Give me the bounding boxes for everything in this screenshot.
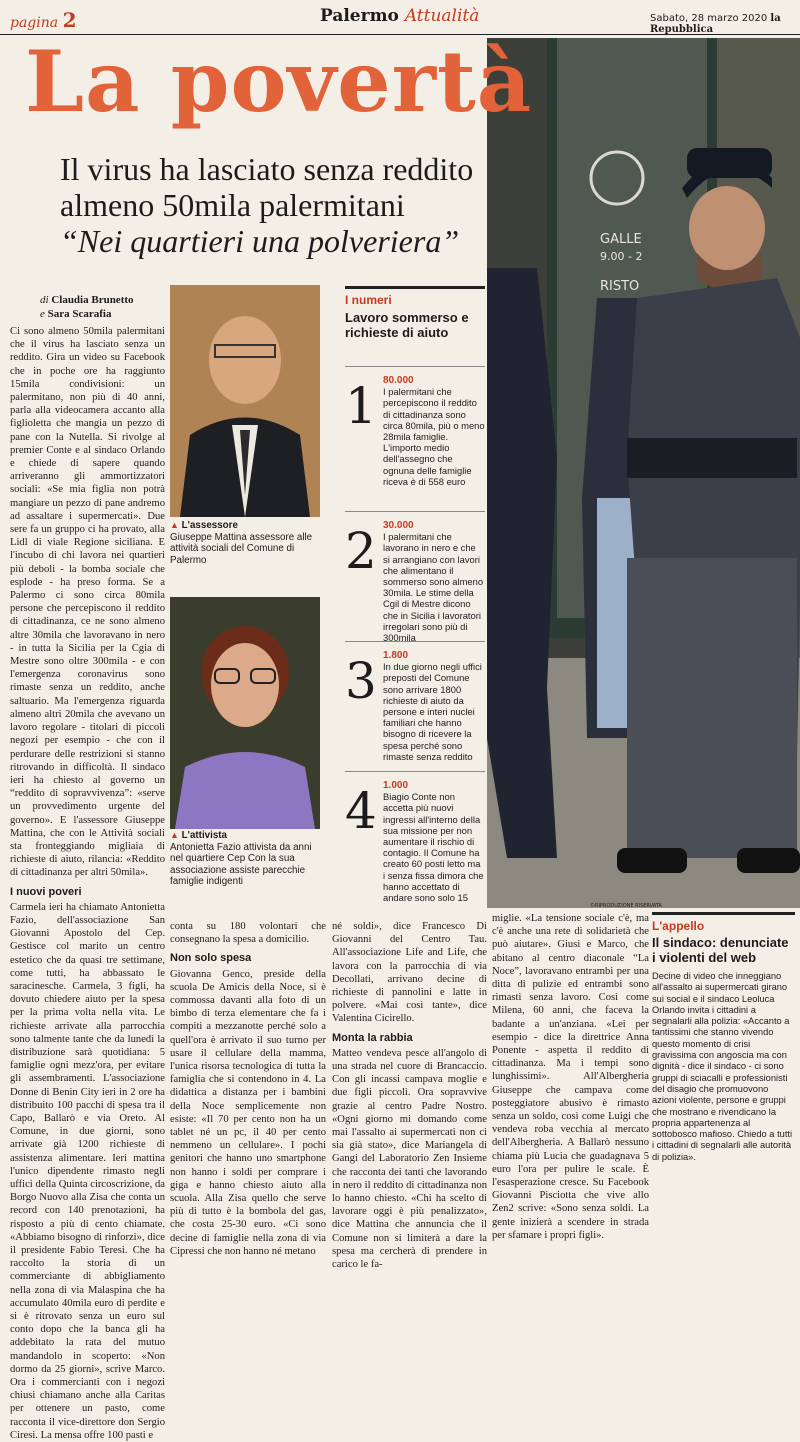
paragraph: Carmela ieri ha chiamato Antonietta Fazio, dell'associazione San Giovanni Apostolo del Cep. Gestisce col marito un centro estetico che da quasi tre settimane, come tutti, ha abbassato le saracinesche. Carmela, 3 figli, ha dovuto chiedere aiuto per la spesa per la prima volta nella vita. Le richieste arrivate alla parrocchia sono talmente tante che da lunedì la distribuzione sarà quotidiana: 5 famiglie ogni mezz'ora, per evitare gli assembramenti. L'associazione Donne di Benin City ieri in 2 ore ha distribuito 100 pacchi di spesa tra il Capo, Ballarò e via Oreto. Al Comune, in due giorni, sono arrivate già 1200 richieste di assistenza alimentare. Ieri mattina l'unico dipendente rimasto negli uffici della Quinta circoscrizione, da Borgo Nuovo alla Zisa che conta un record con 140 prenotazioni, ha risposto a più di cento chiamate. «Abbiamo bisogno di rinforzi», dice il presidente Fabio Teresi. Che ha raccolto la storia di un commerciante di abbigliamento nella zona di via Malaspina che ha accumulato 40mila euro di perdite e si è ritrovato senza un euro sul conto dopo che la banca gli ha addebitato la rata del mutuo mandandolo in scoperto: «Non dormo da 25 giorni», scrive Marco. Ora i commercianti con i negozi chiusi chiamano anche alla Caritas per ottenere un pasto, come racconta il vice-direttore don Sergio Ciresi. La mensa offre 100 pasti e: [10, 901, 165, 1441]
subheading: Monta la rabbia: [332, 1031, 413, 1044]
numbers-box: [345, 286, 485, 916]
page-number: pagina 2: [10, 8, 77, 32]
author-2: Sara Scarafia: [47, 308, 112, 320]
photo-caption-2: ▲ L'attivista Antonietta Fazio attivista da anni nel quartiere Cep Con la sua associazione assiste parecchie famiglie indigenti: [170, 830, 312, 887]
paragraph: né soldi», dice Francesco Di Giovanni del Centro Tau. All'associazione Life and Life, che lavora con la parrocchia di via Decollati, arrivano decine di richieste di pannolini e latte in polvere. «Mai così tante», dice Valentina Cicirello.: [332, 921, 487, 1025]
paragraph: Giovanna Genco, preside della scuola De Amicis della Noce, si è commossa davanti alla foto di un bimbo di terza elementare che fa i compiti a mezzanotte perché solo a quell'ora è arrivato il suo turno per usare il cellulare della mamma, l'unica risorsa tecnologica di tutta la famiglia che si contendono in 4. La didattica a distanza per i bambini della Noce semplicemente non esiste: «Il 70 per cento non ha un tablet né un pc, il 40 per cento nemmeno un cellulare». I pochi genitori che hanno uno smartphone non hanno i soldi per comprare i giga e hanno chiesto aiuto alla scuola. Alla Zisa quello che serve più di tutto è la bombola del gas, che costa 25-30 euro. «Ci sono decine di famiglie nella zona di via Cipressi che non hanno né metano: [170, 968, 326, 1257]
author-1: Claudia Brunetto: [51, 294, 134, 306]
subheadline-line-2: almeno 50mila palermitani: [60, 187, 405, 223]
article-column-3: [332, 920, 487, 1271]
box-kicker: L'appello: [652, 912, 795, 933]
section-title: Palermo Attualità: [320, 6, 480, 26]
portrait-assessore: [170, 285, 320, 517]
subheading: Non solo spesa: [170, 952, 252, 965]
item-figure: 30.000: [383, 520, 414, 531]
main-photo: [487, 38, 800, 908]
item-figure: 80.000: [383, 375, 414, 386]
item-text: I palermitani che lavorano in nero e che si arrangiano con lavori che alimentano il sommerso sono almeno 30mila. Le stime della Cgil di Mestre dicono che in Sicilia i lavoratori irregolari sono più di 300mila: [383, 531, 484, 644]
paragraph: Matteo vendeva pesce all'angolo di una strada nel cuore di Brancaccio. Con gli incassi campava moglie e due figli piccoli. Ora sopravvive grazie al centro Padre Nostro. «Ogni giorno mi domando come mai l'assalto ai supermercati non ci sia già stato», dice Mariangela di Gangi del Laboratorio Zen Insieme che racconta dei tanti che lavorando in nero il reddito di cittadinanza non lo hanno chiesto. «Chi ha scelto di lavorare oggi è più penalizzato», dice Mattina che annuncia che il Comune non si limiterà a dare la spesa ma cercherà di prendere in carico le fa-: [332, 1047, 487, 1271]
subheadline-line-3: “Nei quartieri una polveriera”: [60, 223, 460, 259]
item-text: In due giorno negli uffici preposti del Comune sono arrivare 1800 richieste di aiuto da persone e interi nuclei familiari che hanno bisogno di ricevere la spesa perché sono rimaste senza reddito: [383, 661, 482, 762]
triangle-icon: ▲: [170, 520, 179, 530]
item-figure: 1.800: [383, 650, 409, 661]
box-title: Il sindaco: denunciate i violenti del web: [652, 935, 789, 965]
store-hours-text: 9.00 - 2: [600, 250, 643, 263]
item-index: 3: [345, 652, 377, 710]
paragraph: miglie. «La tensione sociale c'è, ma c'è anche una rete di solidarietà che può aiutare». Giusi e Marco, che abitano al centro diaconale “La Noce”, lavoravano entrambi per una ditta di pulizie ed entrambi sono rimasti senza lavoro. Così come Milena, 60 anni, che faceva la badante a un'anziana. «Lei per esempio - dice la direttrice Anna Ponente - aspetta il reddito di cittadinanza. Ma i tempi sono lunghissimi». All'Albergheria Giuseppe che campava come posteggiatore abusivo è rimasto senza un soldo, così come Luigi che vendeva roba vecchia al mercato dell'Albergheria. A Ballarò nessuno chiama più Lucia che guadagnava 5 euro l'ora per pulire le scale. È l'esasperazione cresce. Su Facebook Giovanni Pisciotta che vive allo Zen2 scrive: «Sono senza soldi. La gente inizierà a scendere in strada per sfamare i propri figli».: [492, 913, 649, 1241]
number-item: [345, 511, 485, 643]
number-item: [345, 641, 485, 762]
paragraph: Ci sono almeno 50mila palermitani che il virus ha lasciato senza un reddito. Gira un video su Facebook che in poche ore ha raggiunto 15mila condivisioni: un palermitano, non più di 40 anni, parla alla videocamera accanto alla figlioletta che mangia un pezzo di pane con la Nutella. Si rivolge al premier Conte e al sindaco Orlando e chiede di sapere quando arriveranno gli ammortizzatori sociali: «Se mia figlia non potrà mangiare un pezzo di pane andremo ad assaltare i supermercati». Due sere fa un gruppo ci ha provato, alla Lidl di viale Regione siciliana. E l'incubo di chi lavora nei quartieri più deboli - la bomba sociale che esplode - ha preso forma. Se a Palermo ci sono circa 80mila persone che percepiscono il reddito di cittadinanza, ce ne sono almeno altre 30mila che lavoravano in nero - in tutta la Sicilia per la Cgia di Mestre sono oltre 300mila - e con l'emergenza coronavirus sono rimaste senza un reddito, anche saltuario. Ma l'emergenza riguarda almeno altri 20mila che avevano un lavoro regolare - titolari di piccoli negozi per esempio - che con il perdurare delle restrizioni si stanno ritrovando in difficoltà. Il sindaco ieri ha chiesto al governo un “reddito di sopravvivenza”: «serve un provvedimento urgente del governo». E l'assessore Giuseppe Mattina, che con le Attività sociali sta fronteggiando migliaia di richieste di aiuto, rilancia: «Reddito di cittadinanza per altri 50mila».: [10, 326, 165, 879]
article-column-1: [10, 325, 165, 1441]
store-sign-text-2: RISTO: [600, 279, 640, 294]
paragraph: conta su 180 volontari che consegnano la spesa a domicilio.: [170, 921, 326, 946]
subheading: I nuovi poveri: [10, 885, 82, 898]
item-index: 4: [345, 782, 377, 840]
copyright-note: ©RIPRODUZIONE RISERVATA: [590, 903, 662, 909]
headline: La povertà: [25, 32, 533, 131]
box-kicker: I numeri: [345, 286, 485, 307]
issue-date: Sabato, 28 marzo 2020 la Repubblica: [650, 13, 781, 35]
subheadline-line-1: Il virus ha lasciato senza reddito: [60, 151, 474, 187]
item-index: 2: [345, 522, 377, 580]
number-item: [345, 771, 485, 903]
portrait-attivista: [170, 597, 320, 829]
article-column-2: [170, 920, 326, 1257]
photo-caption-1: ▲ L'assessore Giuseppe Mattina assessore alle attività sociali del Comune di Palermo: [170, 520, 313, 566]
byline: di Claudia Brunetto e Sara Scarafia: [40, 294, 134, 320]
appello-box: [652, 912, 795, 1180]
item-figure: 1.000: [383, 780, 409, 791]
box-text: Decine di video che inneggiano all'assalto ai supermercati girano sui social e il sindaco Leoluca Orlando invita i cittadini a segnalarli alla polizia: «Accanto a tantissimi che stanno vivendo questo momento di crisi gravissima con angoscia ma con dignità - dice il sindaco - ci sono gruppi di sciacalli e professionisti del disagio che promuovono azioni violente, persone e gruppi che mostrano e rivendicano la propria appartenenza al sottobosco mafioso. Chiedo a tutti i cittadini di segnalarli alle autorità di polizia».: [652, 971, 793, 1162]
item-text: I palermitani che percepiscono il reddito di cittadinanza sono circa 80mila, più o meno 28mila famiglie. L'importo medio dell'assegno che ognuna delle famiglie riceva è di 558 euro: [383, 386, 485, 487]
article-column-4: [492, 912, 649, 1241]
page-header: [0, 0, 800, 35]
paper-name: la Repubblica: [650, 13, 781, 35]
number-item: [345, 366, 485, 487]
triangle-icon: ▲: [170, 830, 179, 840]
item-text: Biagio Conte non accetta più nuovi ingressi all'interno della sua missione per non aumentare il rischio di contagio. Il Comune ha creato 60 posti letto ma i senza fissa dimora che hanno accettato di andare sono solo 15: [383, 791, 484, 904]
box-title: Lavoro sommerso e richieste di aiuto: [345, 310, 469, 340]
item-index: 1: [345, 377, 377, 435]
store-sign-text: GALLE: [600, 232, 642, 247]
